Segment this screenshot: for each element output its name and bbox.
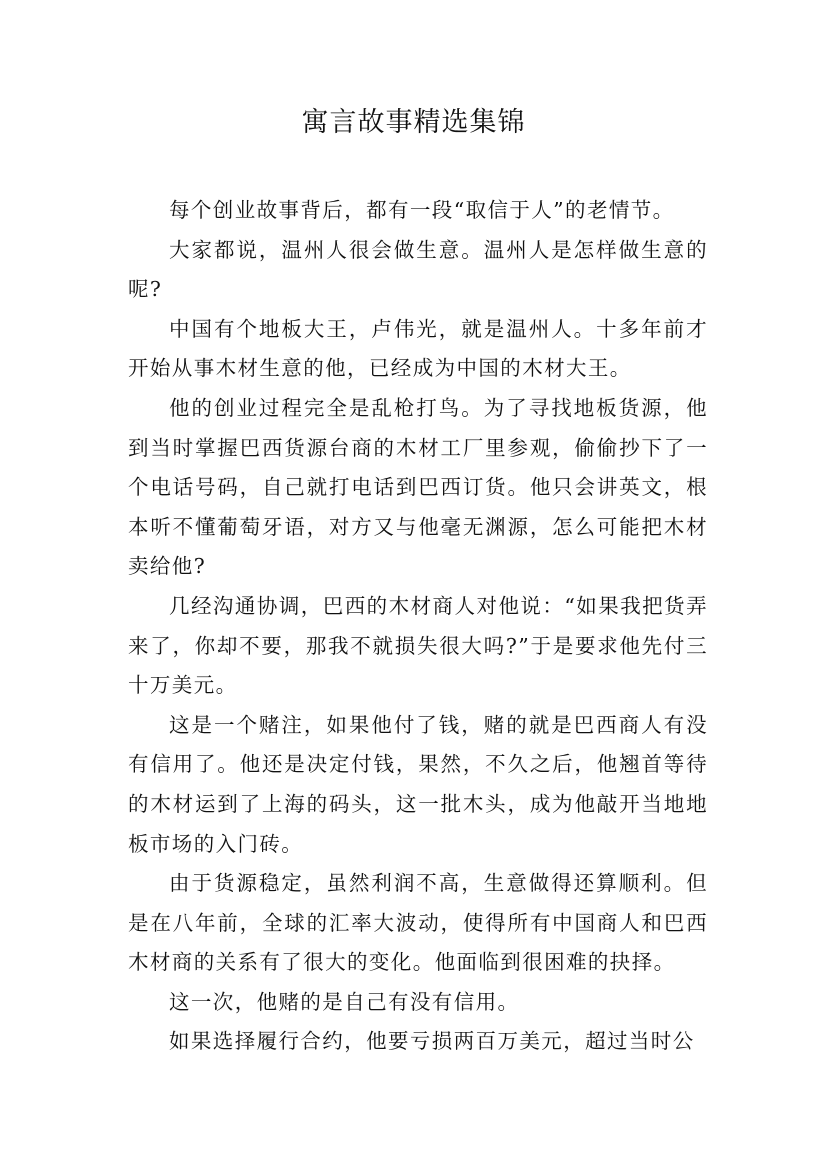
paragraph: 中国有个地板大王，卢伟光，就是温州人。十多年前才开始从事木材生意的他，已经成为中国的木材大王。 — [128, 316, 708, 381]
paragraph: 他的创业过程完全是乱枪打鸟。为了寻找地板货源，他到当时掌握巴西货源台商的木材工厂里参观，偷偷抄下了一个电话号码，自己就打电话到巴西订货。他只会讲英文，根本听不懂葡萄牙语，对方又与他毫无渊源，怎么可能把木材卖给他? — [128, 395, 708, 579]
paragraph: 每个创业故事背后，都有一段“取信于人”的老情节。 — [169, 198, 675, 222]
paragraph: 如果选择履行合约，他要亏损两百万美元，超过当时公 — [169, 1029, 695, 1054]
paragraph: 这一次，他赌的是自己有没有信用。 — [169, 989, 520, 1014]
paragraph: 这是一个赌注，如果他付了钱，赌的就是巴西商人有没有信用了。他还是决定付钱，果然，不久之后，他翘首等待的木材运到了上海的码头，这一批木头，成为他敲开当地地板市场的入门砖。 — [128, 712, 708, 856]
document-body — [128, 191, 708, 1062]
paragraph: 由于货源稳定，虽然利润不高，生意做得还算顺利。但是在八年前，全球的汇率大波动，使得所有中国商人和巴西木材商的关系有了很大的变化。他面临到很困难的抉择。 — [128, 871, 708, 975]
paragraph: 大家都说，温州人很会做生意。温州人是怎样做生意的呢? — [128, 237, 708, 302]
document-title: 寓言故事精选集锦 — [301, 107, 526, 138]
paragraph: 几经沟通协调，巴西的木材商人对他说：“如果我把货弄来了，你却不要，那我不就损失很大吗?”于是要求他先付三十万美元。 — [128, 593, 708, 698]
